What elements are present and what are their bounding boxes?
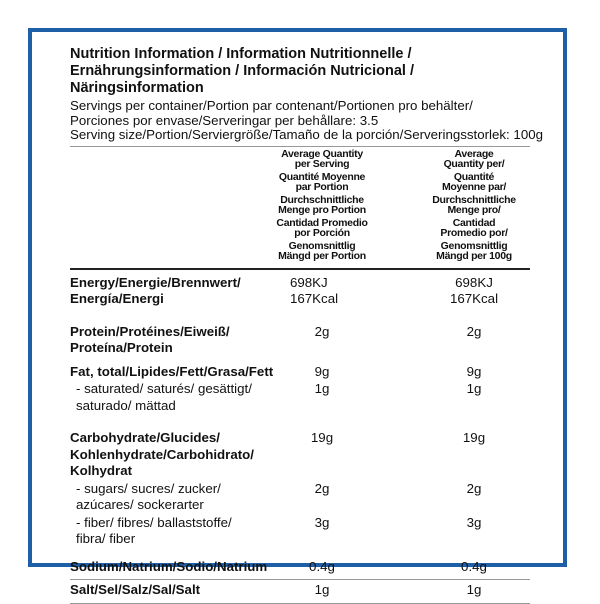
fat-row <box>70 364 530 381</box>
panel-title <box>70 46 530 97</box>
protein-label-2: Proteína/Protein <box>70 340 173 355</box>
saturated-100g: 1g <box>466 381 482 396</box>
protein-100g: 2g <box>466 323 482 339</box>
energy-row <box>70 275 530 308</box>
fiber-serving: 3g <box>314 514 330 530</box>
table-top-rule <box>70 268 530 270</box>
servings-line-2: Porciones por envase/Serveringar per behållare: 3.5 <box>70 112 379 128</box>
sodium-100g: 0.4g <box>461 558 487 574</box>
saturated-row <box>70 381 530 414</box>
sugars-serving: 2g <box>314 480 330 496</box>
salt-serving: 1g <box>314 582 330 597</box>
table-bottom-rule <box>70 603 530 604</box>
protein-serving: 2g <box>314 323 330 339</box>
carbohydrate-label-2: Kohlenhydrate/Carbohidrato/ <box>70 446 254 462</box>
sodium-label: Sodium/Natrium/Sodio/Natrium <box>70 558 268 574</box>
energy-100g-kj: 698KJ <box>455 274 493 290</box>
column-headers <box>70 147 530 268</box>
salt-row <box>70 582 530 599</box>
serving-size: Serving size/Portion/Serviergröße/Tamaño de la porción/Serveringsstorlek: 100g <box>70 127 544 142</box>
protein-label-1: Protein/Protéines/Eiweiß/ <box>70 323 230 339</box>
salt-label: Salt/Sel/Salz/Sal/Salt <box>70 582 201 597</box>
carbohydrate-serving: 19g <box>310 430 334 445</box>
fiber-label-2: fibra/ fiber <box>76 531 136 546</box>
label-frame <box>28 28 567 597</box>
fat-label: Fat, total/Lipides/Fett/Grasa/Fett <box>70 363 274 379</box>
fat-100g: 9g <box>466 363 482 379</box>
servings-info <box>70 98 544 143</box>
sugars-label-1: - sugars/ sucres/ zucker/ <box>76 480 221 496</box>
title-line-2: Ernährungsinformation / Información Nutricional / Näringsinformation <box>70 63 414 96</box>
servings-line-1: Servings per container/Portion par contenant/Portionen pro behälter/ <box>70 98 473 113</box>
carbohydrate-label-3: Kolhydrat <box>70 463 133 478</box>
energy-label-2: Energía/Energi <box>70 291 164 306</box>
energy-label-1: Energy/Energie/Brennwert/ <box>70 274 241 290</box>
energy-serving-kcal: 167Kcal <box>290 291 339 306</box>
nutrition-panel <box>70 46 544 604</box>
saturated-serving: 1g <box>314 381 330 396</box>
carbohydrate-row <box>70 430 530 480</box>
sugars-100g: 2g <box>466 480 482 496</box>
carbohydrate-label-1: Carbohydrate/Glucides/ <box>70 430 220 445</box>
per-100g-header: Average Quantity per/ Quantité Moyenne par/ Durchschnittliche Menge pro/ Cantidad Promedio por/ Genomsnittlig Mängd per 100g <box>432 147 516 262</box>
fiber-label-1: - fiber/ fibres/ ballaststoffe/ <box>76 514 232 530</box>
saturated-label-1: - saturated/ saturés/ gesättigt/ <box>76 381 252 396</box>
energy-100g-kcal: 167Kcal <box>449 291 499 306</box>
fiber-row <box>70 515 530 548</box>
fiber-100g: 3g <box>466 514 482 530</box>
carbohydrate-100g: 19g <box>462 430 486 445</box>
saturated-label-2: saturado/ mättad <box>76 397 176 413</box>
per-serving-header: Average Quantity per Serving Quantité Moyenne par Portion Durchschnittliche Menge pro Portion Cantidad Promedio por Porción Genomsnittlig Mängd per Portion <box>276 147 368 262</box>
sodium-serving: 0.4g <box>309 558 335 574</box>
sugars-label-2: azúcares/ sockerarter <box>76 497 204 512</box>
salt-100g: 1g <box>466 582 482 597</box>
sodium-row <box>70 559 530 576</box>
protein-row <box>70 324 530 357</box>
energy-serving-kj: 698KJ <box>290 274 328 290</box>
fat-serving: 9g <box>314 363 330 379</box>
sugars-row <box>70 481 530 514</box>
sodium-salt-divider <box>70 579 530 580</box>
title-line-1: Nutrition Information / Information Nutritionnelle / <box>70 46 412 62</box>
